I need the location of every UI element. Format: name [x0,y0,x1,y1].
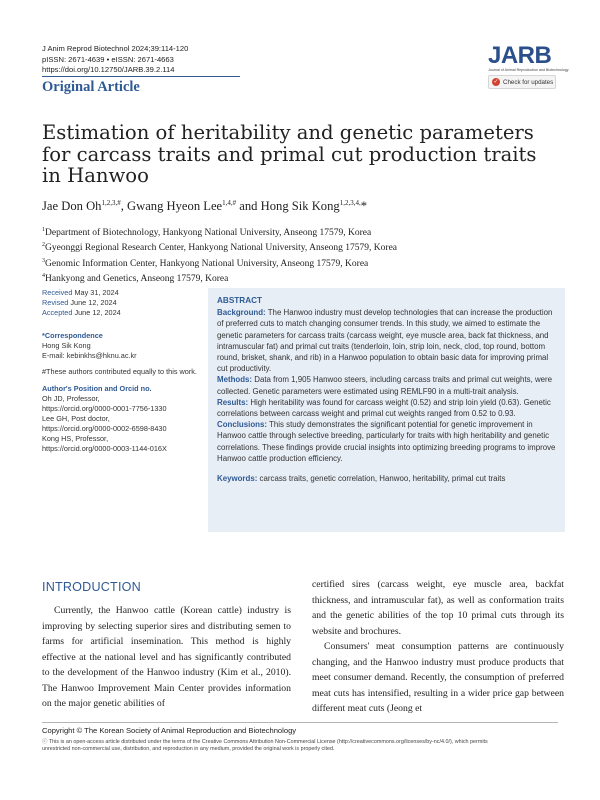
header-rule [42,76,240,77]
background-label: Background: [217,308,266,318]
author-name: Gwang Hyeon Lee [127,199,223,214]
body-paragraph: Consumers' meat consumption patterns are continuously changing, and the Hanwoo industry must produce products that meet consumer demand. Recently, the consumption of preferred meat cuts has intensified, resulting in a wider price gap between different meat cuts (Jeong et [312,641,564,714]
author-affiliation-marks: 1,2,3,# [101,199,121,207]
journal-header [42,44,188,76]
methods-text: Data from 1,905 Hanwoo steers, including carcass traits and primal cut weights, were collected. Genetic parameters were estimated using REMLF90 in a multi-trait analysis. [217,375,553,396]
article-sidebar [42,288,200,454]
affiliation-text: Hankyong and Genetics, Anseong 17579, Korea [45,274,229,285]
conclusions-label: Conclusions: [217,420,267,430]
article-title [42,122,562,187]
received-value: May 31, 2024 [74,288,119,297]
journal-citation: J Anim Reprod Biotechnol 2024;39:114-120 [42,44,189,53]
body-column-left [42,603,291,712]
abstract-keywords [217,473,557,484]
received-date [42,288,200,298]
affiliation-item [42,255,397,270]
abstract-background [217,307,557,374]
logo-subtitle: Journal of Animal Reproduction and Biotechnology [488,68,569,72]
article-type: Original Article [42,79,140,95]
author-name: Jae Don Oh [42,199,102,214]
affiliation-item [42,270,397,285]
license-line-1: This is an open-access article distributed under the terms of the Creative Commons Attribution Non-Commercial License (http://creativecommons.org/licenses/by-nc/4.0/), which permits [48,739,488,745]
spacer [42,318,200,324]
results-label: Results: [217,397,249,407]
affiliation-item [42,224,397,239]
affiliation-list [42,224,397,285]
check-for-updates-button[interactable] [488,75,556,89]
issn-line: pISSN: 2671-4639 • eISSN: 2671-4663 [42,54,174,64]
author-affiliation-marks: 1,2,3,4, [339,199,361,207]
revised-label: Revised [42,298,69,307]
footer-rule [42,722,558,723]
affiliation-text: Genomic Information Center, Hankyong National University, Anseong 17579, Korea [45,258,369,269]
introduction-heading: INTRODUCTION [42,580,141,594]
body-column-right [312,577,564,717]
corresponding-mark: * [360,199,367,214]
orcid-link[interactable]: https://orcid.org/0000-0002-6598-8430 [42,424,167,433]
correspondence-name: Hong Sik Kong [42,341,91,350]
license-line [42,739,562,746]
abstract-methods [217,374,557,396]
orcid-line: Kong HS, Professor, [42,434,109,443]
accepted-date [42,308,200,318]
affiliation-text: Gyeonggi Regional Research Center, Hankyong National University, Anseong 17579, Korea [45,243,398,254]
orcid-line: Oh JD, Professor, [42,394,100,403]
equal-contribution-note: #These authors contributed equally to this work. [42,367,197,376]
affiliation-item [42,239,397,254]
copyright-line: Copyright © The Korean Society of Animal Reproduction and Biotechnology [42,726,297,735]
orcid-heading: Author's Position and Orcid no. [42,384,152,393]
check-updates-icon: ✓ [493,78,499,85]
license-line: unrestricted non-commercial use, distribution, and reproduction in any medium, provided the original work is properly cited. [42,746,335,753]
check-updates-label: Check for updates [503,78,554,86]
author-name: Hong Sik Kong [260,199,340,214]
background-text: The Hanwoo industry must develop technologies that can increase the production of preferred cuts to match changing consumer trends. In this study, we aimed to estimate the genetic parameters for carcass traits (carcass weight, eye muscle area, back fat thickness, and intramuscular fat) and primal cut traits (tenderloin, loin, strip loin, neck, clod, top round, bottom round, brisket, shank, and rib) in a Hanwoo population to obtain basic data for improving primal cut productivity. [217,308,553,374]
conclusions-text: This study demonstrates the significant potential for genetic improvement in Hanwoo cattle through selective breeding, particularly for traits with high heritability and genetic correlations. These findings provide crucial insights into optimizing breeding programs to improve Hanwoo cattle production efficiency. [217,420,556,463]
cc-license-icon: ⓒ [42,739,49,745]
orcid-link[interactable]: https://orcid.org/0000-0003-1144-016X [42,444,167,453]
logo-wordmark: JARB [488,42,552,69]
title-line: in Hanwoo [42,164,149,187]
accepted-label: Accepted [42,308,73,317]
affiliation-number: 4 [42,273,45,280]
affiliation-text: Department of Biotechnology, Hankyong National University, Anseong 17579, Korea [45,228,372,239]
correspondence-email[interactable]: E-mail: kebinkhs@hknu.ac.kr [42,351,137,360]
abstract-results [217,397,557,419]
affiliation-number: 3 [42,257,45,264]
orcid-line: Lee GH, Post doctor, [42,414,110,423]
abstract-box [208,288,565,532]
body-paragraph: certified sires (carcass weight, eye muscle area, backfat thickness, and intramuscular fat), as well as conformation traits and the genetic abilities of the top 10 primal cuts through its website and brochures. [312,579,564,637]
abstract-heading: ABSTRACT [217,296,263,305]
author-separator: and [236,199,261,214]
title-line: Estimation of heritability and genetic parameters [42,121,534,144]
journal-logo [488,42,569,89]
keywords-label: Keywords: [217,474,258,484]
results-text: High heritability was found for carcass weight (0.52) and strip loin yield (0.63). Genetic correlations between carcass weight and primal cut weights ranged from 0.52 to 0.93. [217,397,551,419]
author-list [42,199,367,214]
doi-link[interactable]: https://doi.org/10.12750/JARB.39.2.114 [42,65,175,75]
accepted-value: June 12, 2024 [74,308,121,317]
affiliation-number: 2 [42,242,45,249]
author-affiliation-marks: 1,4,# [222,199,237,207]
received-label: Received [42,288,73,297]
license-text [42,739,562,754]
author-separator: , [120,199,128,214]
affiliation-number: 1 [42,227,45,233]
correspondence-heading: *Correspondence [42,331,103,340]
body-paragraph: Currently, the Hanwoo cattle (Korean cattle) industry is improving by selecting superior sires and distributing semen to farms for artificial insemination. This method is highly effective at the national level and has significantly contributed to the development of the Hanwoo industry (Kim et al., 2010). The Hanwoo Improvement Main Center provides information on the major genetic abilities of [42,605,291,709]
keywords-text: carcass traits, genetic correlation, Hanwoo, heritability, primal cut traits [259,474,506,484]
revised-date [42,298,200,308]
abstract-conclusions [217,419,557,464]
revised-value: June 12, 2024 [70,298,117,307]
orcid-link[interactable]: https://orcid.org/0000-0001-7756-1330 [42,404,167,413]
title-line: for carcass traits and primal cut production traits [42,142,537,166]
methods-label: Methods: [217,375,253,385]
